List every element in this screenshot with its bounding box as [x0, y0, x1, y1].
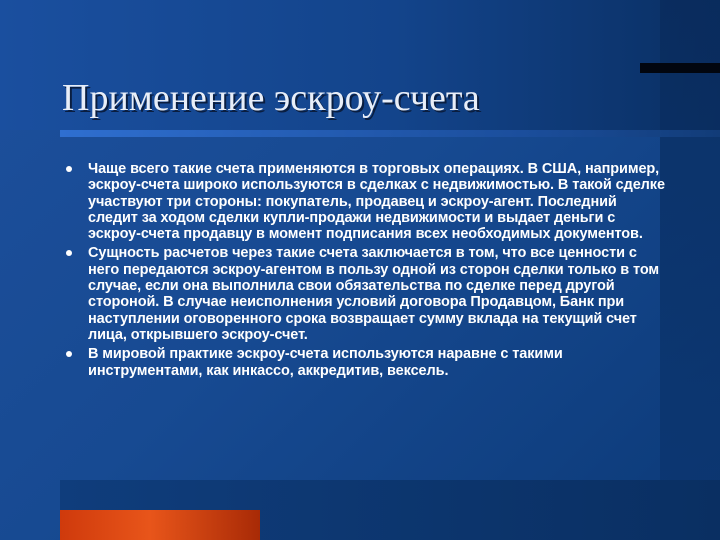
accent-bar-red	[60, 510, 260, 540]
right-band	[660, 0, 720, 540]
bullet-item	[88, 346, 668, 379]
bullet-dot-icon	[66, 351, 72, 357]
bullet-item	[88, 245, 668, 343]
accent-bar-blue	[60, 130, 720, 137]
bullet-text: Чаще всего такие счета применяются в торговых операциях. В США, например, эскроу-счета широко используются в сделках с недвижимостью. В такой сделке участвуют три стороны: покупатель, продавец и эскроу-агент. Последний следит за ходом сделки купли-продажи недвижимости и выдает деньги с эскроу-счета продавцу в момент подписания всех необходимых документов.	[88, 161, 665, 243]
bullet-dot-icon	[66, 166, 72, 172]
bullet-text: В мировой практике эскроу-счета используются наравне с такими инструментами, как инкассо, аккредитив, вексель.	[88, 346, 563, 379]
bullet-item	[88, 161, 668, 242]
accent-bar-black	[640, 63, 720, 73]
bullet-dot-icon	[66, 250, 72, 256]
slide-title: Применение эскроу-счета	[62, 77, 480, 119]
bullet-text: Сущность расчетов через такие счета заключается в том, что все ценности с него передаются эскроу-агентом в пользу одной из сторон сделки только в том случае, если она выполнила свои обязательства по сделке перед другой стороной. В случае неисполнения условий договора Продавцом, Банк при наступлении оговоренного срока возвращает сумму вклада на текущий счет лица, открывшего эскроу-счет.	[88, 245, 660, 343]
bullet-list	[88, 161, 668, 382]
